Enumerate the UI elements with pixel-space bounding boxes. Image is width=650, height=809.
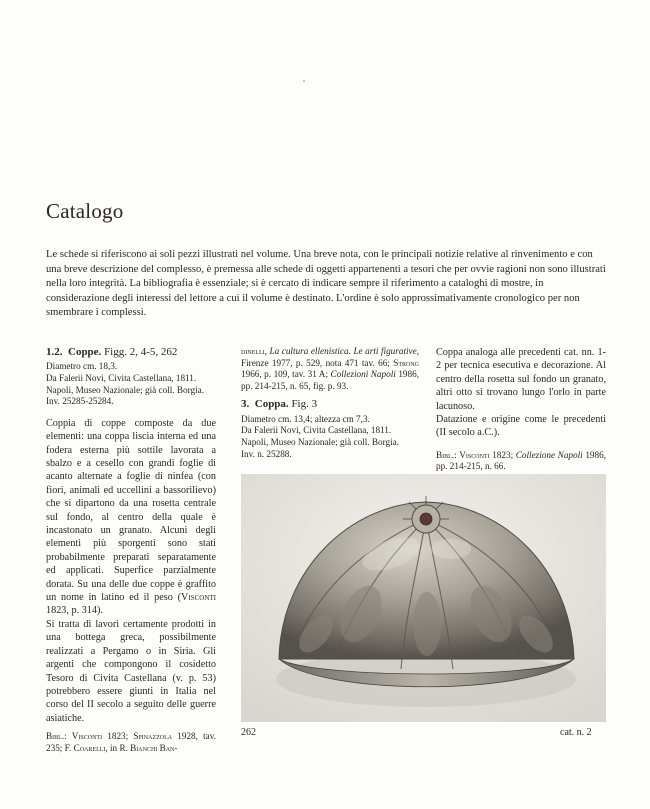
entry-name: Coppa. [254, 398, 289, 411]
entry-paragraph-2: Si tratta di lavori certamente prodotti in una bottega greca, possibilmente realizzati a Pergamo o in Siria. Gli argenti che compongono il cosidetto Tesoro di Civita Castellana (v. p. 53) potrebbero essere giunti in Italia nel corso del II secolo a seguito delle guerre asiatiche. [46, 618, 216, 724]
catalog-intro: Le schede si riferiscono ai soli pezzi illustrati nel volume. Una breve nota, con le principali notizie relative al rinvenimento e con una breve descrizione del complesso, è premessa alle schede di oggetti appartenenti a tesori che per ovvie ragioni non sono illustrati nella loro integrità. La bibliografia è essenziale; si è cercato di indicare sempre il riferimento a cataloghi di mostre, in considerazione degli interessi del lettore a cui il volume è destinato. L'ordine è solo approssimativamente cronologico per non smembrare i complessi. [46, 249, 606, 319]
entry-figs: Fig. 3 [291, 398, 318, 411]
silver-cup-illustration [241, 474, 606, 722]
entry-meta-inventory: Inv. n. 25288. [241, 448, 292, 459]
entry-number: 3. [241, 398, 250, 411]
entry-meta-inventory: Inv. 25285-25284. [46, 396, 114, 407]
entry-meta-diameter: Diametro cm. 18,3. [46, 361, 118, 372]
entry-meta-location: Napoli, Museo Nazionale; già coll. Borgia. [46, 384, 205, 395]
figure-page-number: 262 [241, 727, 256, 738]
silver-cup-photograph [241, 474, 606, 722]
page-title: Catalogo [46, 199, 124, 223]
entry-meta-provenance: Da Falerii Novi, Civita Castellana, 1811. [241, 425, 392, 436]
column-right [436, 346, 606, 473]
figure-caption: cat. n. 2 [560, 727, 592, 738]
column-middle [241, 346, 419, 460]
entry-3-description [436, 346, 606, 440]
entry-paragraph-2: Datazione e origine come le precedenti (II secolo a.C.). [436, 414, 606, 439]
column-left [46, 346, 216, 754]
entry-meta-diameter: Diametro cm. 13,4; altezza cm 7,3. [241, 413, 370, 424]
entry-paragraph-1: Coppia di coppe composte da due elementi: una coppa liscia interna ed una fodera esterna più sottile lavorata a sbalzo e a cesello con grandi foglie di acanto alternate a foglie di ninfea (con fiori, animali ed uccellini a bassorilievo) che si dipartono da una rosetta centrale sul fondo, al centro della quale è incastonato un granato. Alcuni degli elementi più sporgenti sono stati probabilmente preparati separatamente ed applicati. Superfice parzialmente dorata. Su una delle due coppe è graffito un nome in latino ed il peso (Visconti 1823, p. 314). [46, 417, 216, 617]
entry-meta-provenance: Da Falerii Novi, Civita Castellana, 1811. [46, 373, 197, 383]
entry-meta-location: Napoli, Museo Nazionale; già coll. Borgia. [241, 436, 400, 447]
entry-bibliography: Bibl.: Visconti 1823; Spinazzola 1928, tav. 235; F. Coarelli, in R. Bianchi Ban- [46, 731, 216, 753]
entry-heading-3 [241, 398, 419, 411]
entry-heading-1-2 [46, 346, 216, 359]
entry-figs: Figg. 2, 4-5, 262 [104, 346, 178, 358]
entry-paragraph-1: Coppa analoga alle precedenti cat. nn. 1-2 per tecnica esecutiva e decorazione. Al centro della rosetta sul fondo un granato, altri otto si trovano lungo l'orlo in parte lacunoso. [436, 347, 606, 412]
entry-name: Coppe. [68, 346, 102, 358]
entry-number: 1.2. [46, 346, 63, 358]
entry-3-bibliography: Bibl.: Visconti 1823; Collezione Napoli 1986, pp. 214-215, n. 66. [436, 449, 606, 472]
entry-bibliography-continued: dinelli, La cultura ellenistica. Le arti figurative, Firenze 1977, p. 529, nota 471 tav. 66; Strong 1966, p. 109, tav. 31 A; Collezioni Napoli 1986, pp. 214-215, n. 65, fig. p. 93. [241, 346, 420, 391]
page-mark-dot [303, 80, 305, 82]
entry-description [46, 417, 216, 725]
